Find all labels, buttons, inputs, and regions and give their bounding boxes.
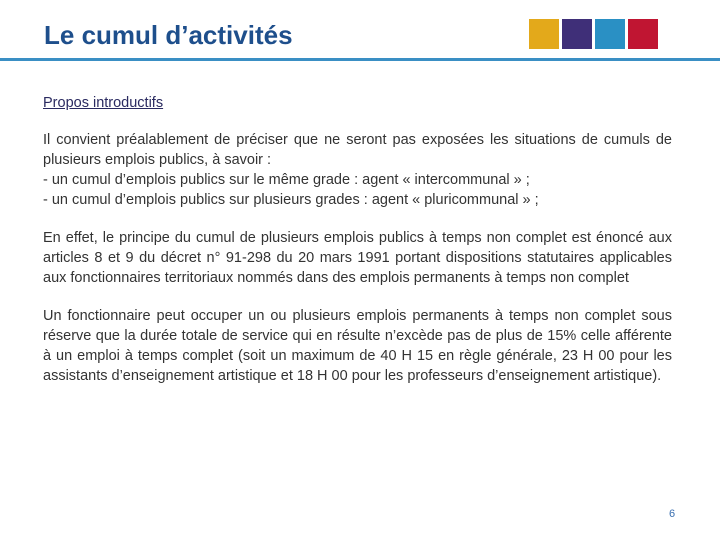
title-divider <box>0 58 720 61</box>
section-heading: Propos introductifs <box>43 95 164 111</box>
slide-title: Le cumul d’activités <box>44 20 293 50</box>
accent-square-purple <box>562 19 592 49</box>
accent-square-blue <box>595 19 625 49</box>
intro-bullet-pluricommunal: - un cumul d’emplois publics sur plusieurs grades : agent « pluricommunal » ; <box>43 192 539 208</box>
intro-paragraph: Il convient préalablement de préciser que ne seront pas exposées les situations de cumuls de plusieurs emplois publics, à savoir : <box>43 132 672 168</box>
accent-square-red <box>628 19 658 49</box>
slide-body <box>43 93 672 386</box>
principle-paragraph: En effet, le principe du cumul de plusieurs emplois publics à temps non complet est énoncé aux articles 8 et 9 du décret n° 91-298 du 20 mars 1991 portant dispositions statutaires applicables aux fonctionnaires territoriaux nommés dans des emplois permanents à temps non complet <box>43 230 672 286</box>
intro-bullet-intercommunal: - un cumul d’emplois publics sur le même grade : agent « intercommunal » ; <box>43 172 530 188</box>
duration-paragraph: Un fonctionnaire peut occuper un ou plusieurs emplois permanents à temps non complet sous réserve que la durée totale de service qui en résulte n’excède pas de plus de 15% celle afférente à un emploi à temps complet (soit un maximum de 40 H 15 en règle générale, 23 H 00 pour les assistants d’enseignement artistique et 18 H 00 pour les professeurs d’enseignement artistique). <box>43 308 672 384</box>
accent-square-yellow <box>529 19 559 49</box>
page-number: 6 <box>669 508 676 520</box>
